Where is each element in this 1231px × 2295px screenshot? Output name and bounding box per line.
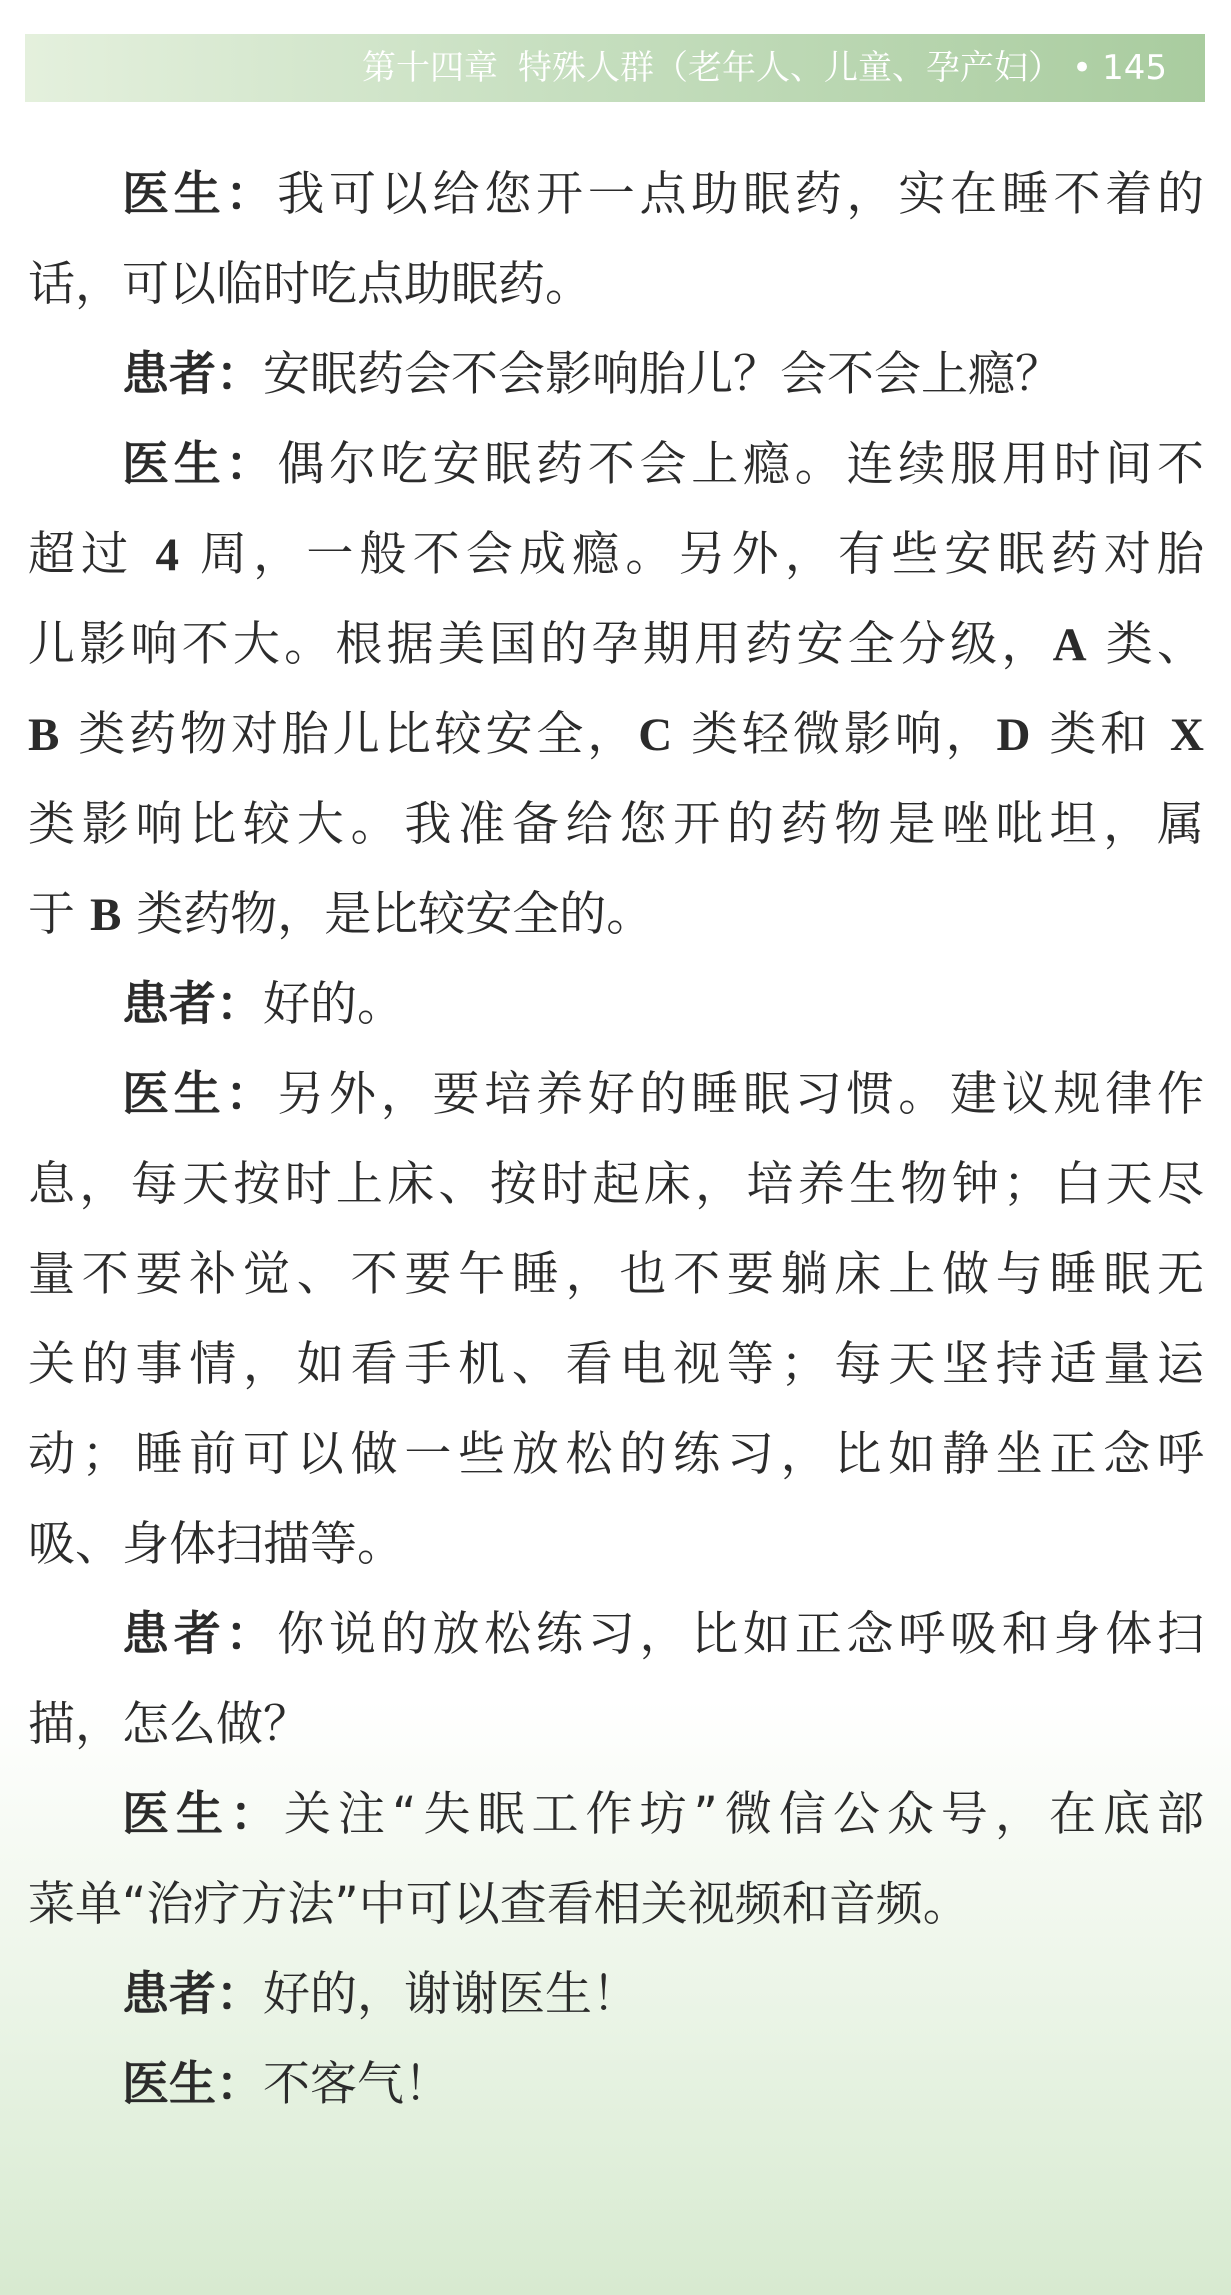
speaker-label: 医生： (122, 437, 278, 492)
dialogue-line (28, 1140, 1204, 1230)
utterance-text: 你说的放松练习，比如正念呼吸和身体扫 (277, 1607, 1204, 1662)
utterance-text: 另外，要培养好的睡眠习惯。建议规律作 (277, 1067, 1204, 1122)
dialogue-line (28, 1320, 1204, 1410)
utterance-text: 我可以给您开一点助眠药，实在睡不着的 (277, 167, 1204, 222)
utterance-text: 儿影响不大。根据美国的孕期用药安全分级， (28, 617, 1053, 672)
category-b: B (28, 709, 60, 761)
utterance-text: 类药物对胎儿比较安全， (78, 707, 639, 762)
dialogue-line (28, 510, 1204, 600)
speaker-label: 医生： (122, 2057, 263, 2112)
dialogue-line (28, 690, 1204, 780)
utterance-text: 动；睡前可以做一些放松的练习，比如静坐正念呼 (28, 1427, 1204, 1482)
category-a: A (1052, 619, 1087, 671)
utterance-text: 类轻微影响， (691, 707, 997, 762)
utterance-text: 话，可以临时吃点助眠药。 (28, 257, 592, 312)
dialogue-line (28, 2040, 1204, 2130)
dialogue-line (28, 1590, 1204, 1680)
utterance-text: 周，一般不会成瘾。另外，有些安眠药对胎 (200, 527, 1204, 582)
speaker-label: 患者： (122, 347, 263, 402)
speaker-label: 患者： (122, 977, 263, 1032)
dialogue-line (28, 420, 1204, 510)
chapter-label: 第十四章 (362, 48, 499, 88)
dialogue-line (28, 600, 1204, 690)
dialogue-body (28, 150, 1204, 2130)
speaker-label: 医生： (122, 1067, 278, 1122)
dialogue-line (28, 1230, 1204, 1320)
dialogue-line (28, 1770, 1204, 1860)
speaker-label: 患者： (122, 1967, 263, 2022)
utterance-text: 菜单“治疗方法”中可以查看相关视频和音频。 (28, 1877, 970, 1932)
dialogue-line (28, 960, 1204, 1050)
speaker-label: 患者： (122, 1607, 278, 1662)
running-header-text (362, 34, 1167, 102)
utterance-text: 于 (28, 887, 75, 942)
page-number: 145 (1102, 48, 1167, 88)
utterance-text: 类、 (1105, 617, 1204, 672)
utterance-text: 类影响比较大。我准备给您开的药物是唑吡坦，属 (28, 797, 1204, 852)
utterance-text: 息，每天按时上床、按时起床，培养生物钟；白天尽 (28, 1157, 1204, 1212)
dialogue-line (28, 1950, 1204, 2040)
utterance-text: 安眠药会不会影响胎儿？会不会上瘾？ (263, 347, 1062, 402)
number-4: 4 (155, 529, 179, 581)
category-b: B (89, 889, 122, 941)
dialogue-line (28, 870, 1204, 960)
dialogue-line (28, 150, 1204, 240)
utterance-text: 关的事情，如看手机、看电视等；每天坚持适量运 (28, 1337, 1204, 1392)
dialogue-line (28, 1500, 1204, 1590)
utterance-text: 类药物，是比较安全的。 (136, 887, 654, 942)
utterance-text: 偶尔吃安眠药不会上瘾。连续服用时间不 (277, 437, 1204, 492)
dialogue-line (28, 780, 1204, 870)
utterance-text: 超过 (28, 527, 135, 582)
utterance-text: 不客气！ (263, 2057, 451, 2112)
dialogue-line (28, 1680, 1204, 1770)
dialogue-line (28, 330, 1204, 420)
header-bullet: • (1072, 48, 1093, 88)
utterance-text: 关注“失眠工作坊”微信公众号，在底部 (284, 1787, 1204, 1842)
category-x: X (1170, 709, 1204, 761)
dialogue-line (28, 240, 1204, 330)
utterance-text: 吸、身体扫描等。 (28, 1517, 404, 1572)
speaker-label: 医生： (122, 1787, 285, 1842)
utterance-text: 好的，谢谢医生！ (263, 1967, 639, 2022)
speaker-label: 医生： (122, 167, 278, 222)
running-header (25, 34, 1205, 102)
utterance-text: 描，怎么做？ (28, 1697, 310, 1752)
chapter-title: 特殊人群（老年人、儿童、孕产妇） (518, 48, 1063, 88)
dialogue-line (28, 1860, 1204, 1950)
dialogue-line (28, 1410, 1204, 1500)
dialogue-line (28, 1050, 1204, 1140)
category-c: C (638, 709, 673, 761)
category-d: D (996, 709, 1031, 761)
utterance-text: 量不要补觉、不要午睡，也不要躺床上做与睡眠无 (28, 1247, 1204, 1302)
utterance-text: 类和 (1049, 707, 1152, 762)
utterance-text: 好的。 (263, 977, 404, 1032)
